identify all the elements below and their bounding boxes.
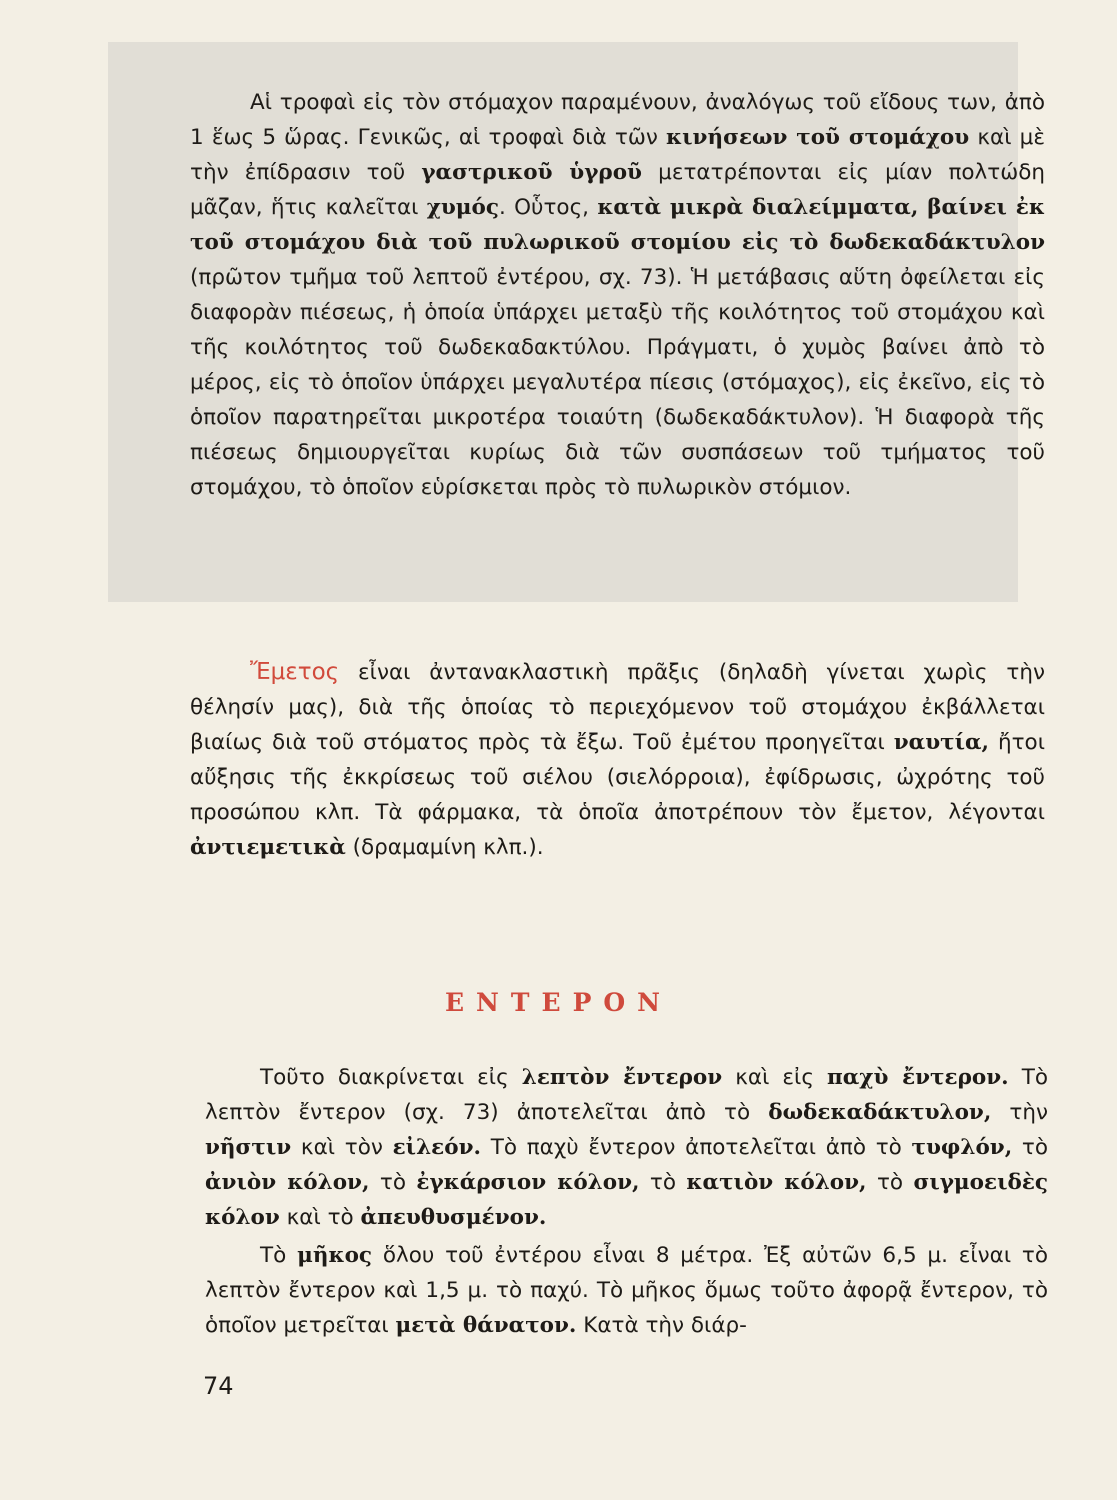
- bold-term: παχὺ ἔντερον.: [827, 1065, 1009, 1090]
- bold-term: ναυτία,: [893, 730, 990, 755]
- bold-term: χυμός: [426, 195, 499, 220]
- page-number: 74: [203, 1372, 234, 1400]
- bold-term: ἀντιεμετικὰ: [190, 835, 346, 860]
- paragraph-vomiting: Ἔμετος εἶναι ἀντανακλαστικὴ πρᾶξις (δηλαδὴ γίνεται χωρὶς τὴν θέλησίν μας), διὰ τῆς ὁποίας τὸ περιεχόμενον τοῦ στομάχου ἐκβάλλεται βιαίως διὰ τοῦ στόματος πρὸς τὰ ἔξω. Τοῦ ἐμέτου προηγεῖται ναυτία, ἤτοι αὔξησις τῆς ἐκκρίσεως τοῦ σιέλου (σιελόρροια), ἐφίδρωσις, ὠχρότης τοῦ προσώπου κλπ. Τὰ φάρμακα, τὰ ὁποῖα ἀποτρέπουν τὸν ἔμετον, λέγονται ἀντιεμετικὰ (δραμαμίνη κλπ.).: [190, 659, 1045, 860]
- bold-term: νῆστιν: [205, 1135, 292, 1160]
- highlighted-term: Ἔμετος: [250, 659, 340, 685]
- bold-term: γαστρικοῦ ὑγροῦ: [421, 160, 642, 185]
- bold-term: ἐγκάρσιον κόλον,: [416, 1170, 640, 1195]
- paragraph-intestine-parts: Τοῦτο διακρίνεται εἰς λεπτὸν ἔντερον καὶ εἰς παχὺ ἔντερον. Τὸ λεπτὸν ἔντερον (σχ. 73) ἀποτελεῖται ἀπὸ τὸ δωδεκαδάκτυλον, τὴν νῆστιν καὶ τὸν εἰλεόν. Τὸ παχὺ ἔντερον ἀποτελεῖται ἀπὸ τὸ τυφλόν, τὸ ἀνιὸν κόλον, τὸ ἐγκάρσιον κόλον, τὸ κατιὸν κόλον, τὸ σιγμοειδὲς κόλον καὶ τὸ ἀπευθυσμένον.: [205, 1065, 1049, 1230]
- bold-term: μετὰ θάνατον.: [395, 1313, 577, 1338]
- bold-term: μῆκος: [297, 1243, 373, 1268]
- paragraph-intestine-length: Τὸ μῆκος ὅλου τοῦ ἐντέρου εἶναι 8 μέτρα. Ἐξ αὐτῶν 6,5 μ. εἶναι τὸ λεπτὸν ἔντερον καὶ 1,5 μ. τὸ παχύ. Τὸ μῆκος ὅμως τοῦτο ἀφορᾷ ἔντερον, τὸ ὁποῖον μετρεῖται μετὰ θάνατον. Κατὰ τὴν διάρ-: [205, 1243, 1048, 1338]
- bold-term: κατὰ μικρὰ διαλείμματα, βαίνει ἐκ τοῦ στομάχου διὰ τοῦ πυλωρικοῦ στομίου εἰς τὸ δωδεκαδάκτυλον: [190, 195, 1045, 255]
- bold-term: ἀνιὸν κόλον,: [205, 1170, 370, 1195]
- bold-term: εἰλεόν.: [392, 1135, 481, 1160]
- paragraph-stomach-digestion: Αἱ τροφαὶ εἰς τὸν στόμαχον παραμένουν, ἀναλόγως τοῦ εἴδους των, ἀπὸ 1 ἕως 5 ὥρας. Γενικῶς, αἱ τροφαὶ διὰ τῶν κινήσεων τοῦ στομάχου καὶ μὲ τὴν ἐπίδρασιν τοῦ γαστρικοῦ ὑγροῦ μετατρέπονται εἰς μίαν πολτώδη μᾶζαν, ἥτις καλεῖται χυμός. Οὗτος, κατὰ μικρὰ διαλείμματα, βαίνει ἐκ τοῦ στομάχου διὰ τοῦ πυλωρικοῦ στομίου εἰς τὸ δωδεκαδάκτυλον (πρῶτον τμῆμα τοῦ λεπτοῦ ἐντέρου, σχ. 73). Ἡ μετάβασις αὕτη ὀφείλεται εἰς διαφορὰν πιέσεως, ἡ ὁποία ὑπάρχει μεταξὺ τῆς κοιλότητος τοῦ στομάχου καὶ τῆς κοιλότητος τοῦ δωδεκαδακτύλου. Πράγματι, ὁ χυμὸς βαίνει ἀπὸ τὸ μέρος, εἰς τὸ ὁποῖον ὑπάρχει μεγαλυτέρα πίεσις (στόμαχος), εἰς ἐκεῖνο, εἰς τὸ ὁποῖον παρατηρεῖται μικροτέρα τοιαύτη (δωδεκαδάκτυλον). Ἡ διαφορὰ τῆς πιέσεως δημιουργεῖται κυρίως διὰ τῶν συσπάσεων τοῦ τμήματος τοῦ στομάχου, τὸ ὁποῖον εὑρίσκεται πρὸς τὸ πυλωρικὸν στόμιον.: [190, 90, 1045, 500]
- bold-term: λεπτὸν ἔντερον: [521, 1065, 723, 1090]
- section-heading-intestine: ΕΝΤΕΡΟΝ: [445, 988, 672, 1017]
- bold-term: σιγμοειδὲς κόλον: [205, 1170, 1048, 1230]
- bold-term: δωδεκαδάκτυλον,: [768, 1100, 992, 1125]
- bold-term: τυφλόν,: [911, 1135, 1013, 1160]
- bold-term: κατιὸν κόλον,: [686, 1170, 867, 1195]
- bold-term: κινήσεων τοῦ στομάχου: [666, 125, 970, 150]
- bold-term: ἀπευθυσμένον.: [360, 1205, 547, 1230]
